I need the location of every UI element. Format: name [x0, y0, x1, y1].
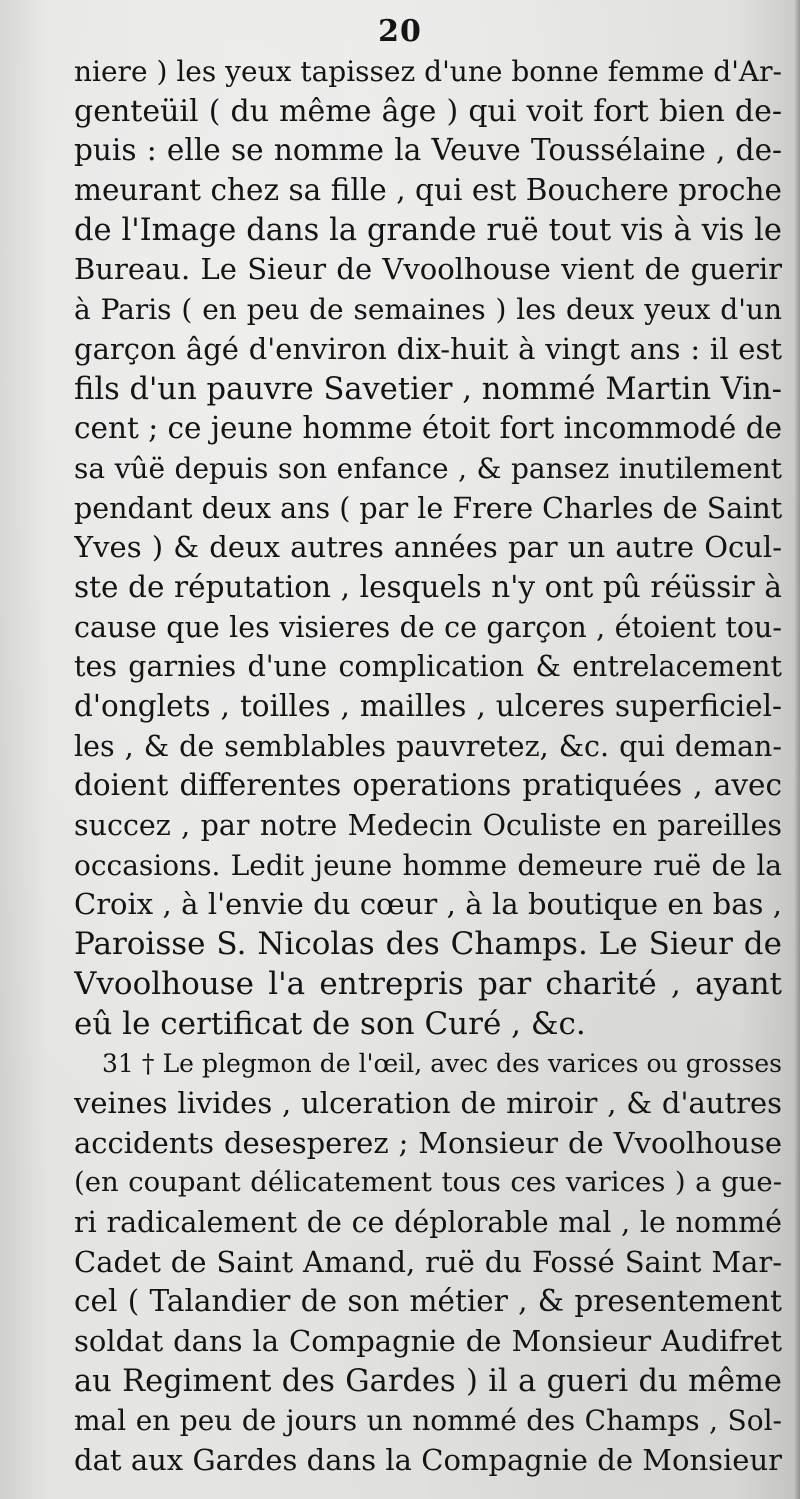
text-line: occasions. Ledit jeune homme demeure ruë de la	[74, 848, 782, 882]
text-line: meurant chez sa fille , qui est Bouchere proche	[74, 173, 782, 208]
text-line: Yves ) & deux autres années par un autre Ocul-	[74, 530, 782, 565]
text-line: puis : elle se nomme la Veuve Toussélaine , de-	[74, 133, 782, 168]
text-line: pendant deux ans ( par le Frere Charles de Saint	[74, 491, 782, 525]
text-line: garçon âgé d'environ dix-huit à vingt ans : il est	[74, 331, 782, 366]
text-line: ste de réputation , lesquels n'y ont pû réüssir à	[74, 569, 782, 604]
text-line: Paroisse S. Nicolas des Champs. Le Sieur de	[74, 926, 782, 963]
text-line: Vvoolhouse l'a entrepris par charité , ayant	[74, 965, 782, 1002]
text-line: à Paris ( en peu de semaines ) les deux yeux d'un	[74, 293, 782, 327]
text-line: tes garnies d'une complication & entrelacement	[74, 650, 782, 684]
text-line: cause que les visieres de ce garçon , étoient tou-	[74, 610, 782, 644]
text-line: accidents desesperez ; Monsieur de Vvoolhouse	[74, 1125, 782, 1160]
text-line: d'onglets , toilles , mailles , ulceres superficiel-	[74, 689, 782, 723]
text-line: Cadet de Saint Amand, ruë du Fossé Saint Mar-	[74, 1244, 782, 1279]
text-line: mal en peu de jours un nommé des Champs , Sol-	[74, 1404, 782, 1438]
text-line: cel ( Talandier de son métier , & presentement	[74, 1284, 782, 1319]
body-text	[74, 52, 782, 1481]
paragraph-start-line: 31 † Le plegmon de l'œil, avec des varices ou grosses	[102, 1049, 782, 1079]
text-line: soldat dans la Compagnie de Monsieur Audifret	[74, 1324, 782, 1358]
text-line: veines livides , ulceration de miroir , & d'autres	[74, 1085, 782, 1120]
text-line: eû le certificat de son Curé , &c.	[74, 1005, 586, 1042]
text-line: dat aux Gardes dans la Compagnie de Monsieur	[74, 1443, 782, 1478]
text-line: cent ; ce jeune homme étoit fort incommodé de	[74, 411, 782, 446]
text-line: genteüil ( du même âge ) qui voit fort bien de-	[74, 93, 782, 129]
text-line: sa vûë depuis son enfance , & pansez inutilement	[74, 451, 782, 485]
text-line: succez , par notre Medecin Oculiste en pareilles	[74, 809, 782, 843]
text-line: doient differentes operations pratiquées , avec	[74, 768, 782, 803]
text-line: Croix , à l'envie du cœur , à la boutique en bas ,	[74, 887, 782, 922]
text-line: de l'Image dans la grande ruë tout vis à vis le	[74, 212, 782, 248]
text-line: au Regiment des Gardes ) il a gueri du même	[74, 1363, 782, 1399]
text-line: Bureau. Le Sieur de Vvoolhouse vient de guerir	[74, 252, 782, 287]
text-line: niere ) les yeux tapissez d'une bonne femme d'Ar-	[74, 55, 782, 88]
text-line: fils d'un pauvre Savetier , nommé Martin Vin-	[74, 371, 782, 407]
page-edge-shadow	[794, 0, 800, 1499]
text-line: ri radicalement de ce déplorable mal , le nommé	[74, 1205, 782, 1239]
text-line: (en coupant délicatement tous ces varices ) a gue-	[74, 1166, 782, 1199]
page-number: 20	[378, 14, 422, 49]
text-line: les , & de semblables pauvretez, &c. qui deman-	[74, 729, 782, 763]
